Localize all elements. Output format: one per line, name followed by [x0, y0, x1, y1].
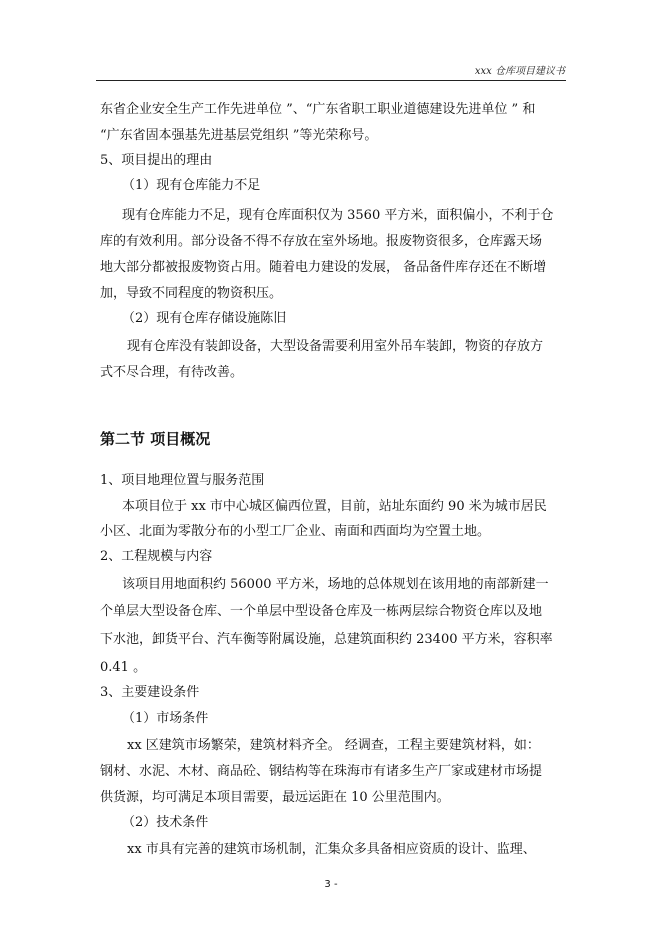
sub-heading: （1）现有仓库能力不足 [122, 178, 261, 193]
body-line: 库的有效利用。部分设备不得不存放在室外场地。报废物资很多，仓库露天场 [100, 234, 543, 249]
body-line: 供货源，均可满足本项目需要，最远运距在 10 公里范围内。 [100, 790, 450, 805]
body-line: 现有仓库能力不足，现有仓库面积仅为 3560 平方米，面积偏小，不利于仓 [122, 208, 554, 223]
list-heading: 3、主要建设条件 [100, 685, 200, 700]
body-line: 式不尽合理，有待改善。 [100, 365, 244, 380]
body-line: 下水池，卸货平台、汽车衡等附属设施，总建筑面积约 23400 平方米，容积率 [100, 632, 553, 647]
body-line: 钢材、水泥、木材、商品砼、钢结构等在珠海市有诸多生产厂家或建材市场提 [100, 764, 543, 779]
section-title: 第二节 项目概况 [100, 430, 211, 448]
sub-heading: （2）技术条件 [122, 815, 209, 830]
running-header: xxx 仓库项目建议书 [474, 66, 565, 77]
body-line: 本项目位于 xx 市中心城区偏西位置，目前，站址东面约 90 米为城市居民 [122, 499, 547, 514]
body-line: 地大部分都被报废物资占用。随着电力建设的发展， 备品备件库存还在不断增 [100, 260, 547, 275]
header-rule [96, 80, 566, 81]
body-line: xx 市具有完善的建筑市场机制，汇集众多具备相应资质的设计、监理、 [127, 842, 536, 857]
body-line: xx 区建筑市场繁荣，建筑材料齐全。 经调查，工程主要建筑材料，如： [127, 738, 540, 753]
body-line: 加，导致不同程度的物资积压。 [100, 286, 283, 301]
body-line: “广东省固本强基先进基层党组织 ”等光荣称号。 [100, 128, 378, 143]
body-line: 东省企业安全生产工作先进单位 ”、“广东省职工职业道德建设先进单位 ” 和 [100, 102, 536, 117]
body-line: 该项目用地面积约 56000 平方米，场地的总体规划在该用地的南部新建一 [122, 577, 549, 592]
body-line: 小区、北面为零散分布的小型工厂企业、南面和西面均为空置土地。 [100, 524, 491, 539]
sub-heading: （1）市场条件 [122, 711, 209, 726]
sub-heading: （2）现有仓库存储设施陈旧 [122, 311, 287, 326]
list-heading: 5、项目提出的理由 [100, 153, 213, 168]
body-line: 0.41 。 [100, 660, 147, 675]
page-number: 3 - [324, 879, 338, 890]
list-heading: 1、项目地理位置与服务范围 [100, 473, 265, 488]
body-line: 现有仓库没有装卸设备，大型设备需要利用室外吊车装卸，物资的存放方 [127, 339, 544, 354]
body-line: 个单层大型设备仓库、一个单层中型设备仓库及一栋两层综合物资仓库以及地 [100, 604, 543, 619]
list-heading: 2、工程规模与内容 [100, 549, 213, 564]
